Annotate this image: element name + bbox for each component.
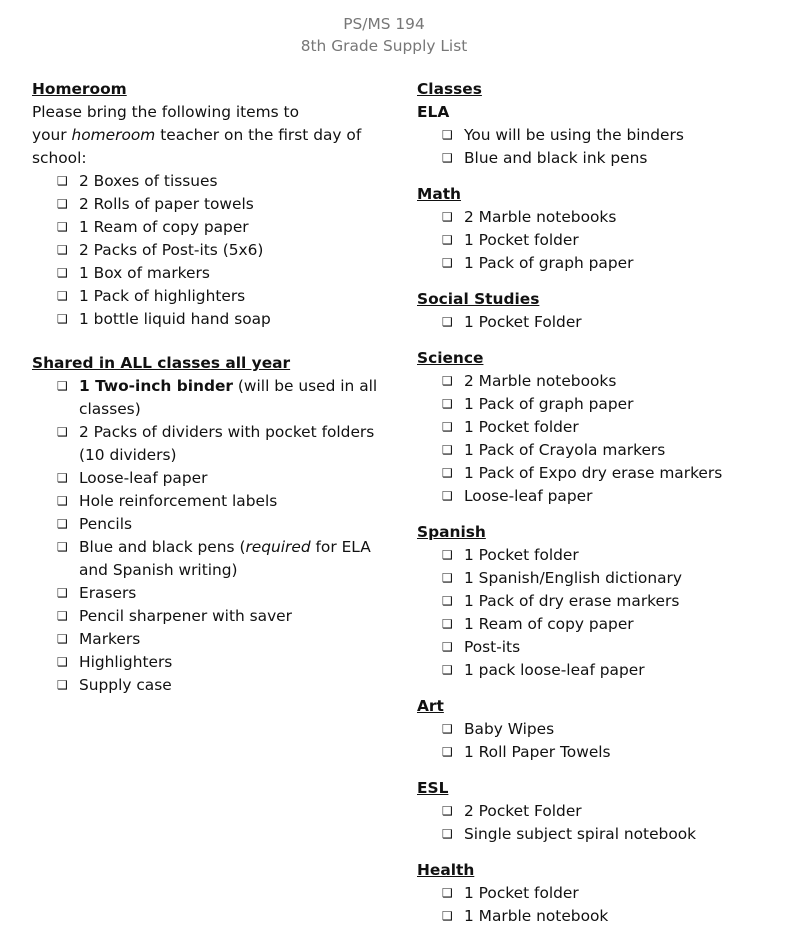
- checkbox-icon[interactable]: ❑: [442, 663, 453, 677]
- item-text: 1 Pocket folder: [464, 884, 579, 902]
- checklist-item: [442, 124, 777, 147]
- item-text: Loose-leaf paper: [464, 487, 593, 505]
- checklist-item: [442, 252, 777, 275]
- checklist-item: [442, 613, 777, 636]
- checkbox-icon[interactable]: ❑: [442, 827, 453, 841]
- checklist-item: [442, 311, 777, 334]
- item-text: 2 Packs of Post-its (5x6): [79, 241, 264, 259]
- item-text: 1 Ream of copy paper: [79, 218, 249, 236]
- checkbox-icon[interactable]: ❑: [57, 379, 68, 393]
- item-text: 1 pack loose-leaf paper: [464, 661, 645, 679]
- class-checklist: [417, 311, 777, 334]
- item-text: Supply case: [79, 676, 172, 694]
- class-heading: Math: [417, 185, 462, 203]
- class-section-science: [417, 347, 777, 508]
- checklist-item: [442, 741, 777, 764]
- class-heading: ESL: [417, 779, 449, 797]
- checklist-item: [57, 490, 392, 513]
- checkbox-icon[interactable]: ❑: [57, 494, 68, 508]
- checkbox-icon[interactable]: ❑: [442, 315, 453, 329]
- item-text: Highlighters: [79, 653, 173, 671]
- item-text: 1 Pocket folder: [464, 418, 579, 436]
- intro-text: your: [32, 126, 72, 144]
- checkbox-icon[interactable]: ❑: [57, 678, 68, 692]
- class-heading: Social Studies: [417, 290, 540, 308]
- school-name: PS/MS 194: [343, 15, 425, 33]
- class-checklist: [417, 800, 777, 846]
- item-text: 1 Pack of highlighters: [79, 287, 246, 305]
- item-text: Loose-leaf paper: [79, 469, 208, 487]
- item-text: 2 Packs of dividers with pocket folders (10 dividers): [79, 423, 375, 464]
- checkbox-icon[interactable]: ❑: [442, 374, 453, 388]
- item-text: 2 Marble notebooks: [464, 208, 617, 226]
- item-text: 1 Roll Paper Towels: [464, 743, 611, 761]
- item-text: Erasers: [79, 584, 137, 602]
- item-text: Baby Wipes: [464, 720, 555, 738]
- item-text: 1 Ream of copy paper: [464, 615, 634, 633]
- item-text: Pencil sharpener with saver: [79, 607, 292, 625]
- checklist-item: [57, 582, 392, 605]
- checklist-item: [57, 239, 392, 262]
- intro-emphasis: homeroom: [71, 126, 156, 144]
- item-text: 1 Box of markers: [79, 264, 210, 282]
- class-section-art: [417, 695, 777, 764]
- checklist-item: [442, 905, 777, 928]
- checkbox-icon[interactable]: ❑: [57, 586, 68, 600]
- checkbox-icon[interactable]: ❑: [442, 210, 453, 224]
- checkbox-icon[interactable]: ❑: [442, 443, 453, 457]
- checklist-item: [442, 229, 777, 252]
- item-text: Post-its: [464, 638, 521, 656]
- right-column: [417, 78, 777, 928]
- shared-checklist: [32, 421, 392, 536]
- checklist-item: [442, 567, 777, 590]
- item-text: 1 Pack of Crayola markers: [464, 441, 666, 459]
- item-text: 1 Pack of dry erase markers: [464, 592, 680, 610]
- class-heading: Science: [417, 349, 484, 367]
- classes-heading: Classes: [417, 80, 482, 98]
- checkbox-icon[interactable]: ❑: [442, 745, 453, 759]
- checklist-item: [442, 544, 777, 567]
- checkbox-icon[interactable]: ❑: [57, 243, 68, 257]
- class-checklist: [417, 882, 777, 928]
- item-text: 1 bottle liquid hand soap: [79, 310, 271, 328]
- class-section-health: [417, 859, 777, 928]
- item-text: (will be used in all classes): [79, 377, 378, 418]
- checklist-item: [57, 674, 392, 697]
- shared-checklist: [32, 582, 392, 697]
- page-title: 8th Grade Supply List: [300, 37, 468, 55]
- checklist-item: [442, 439, 777, 462]
- item-text: 2 Boxes of tissues: [79, 172, 218, 190]
- item-text: Pencils: [79, 515, 132, 533]
- item-text: Markers: [79, 630, 141, 648]
- class-section-ela: [417, 101, 777, 170]
- checklist-item: [57, 467, 392, 490]
- checkbox-icon[interactable]: ❑: [442, 909, 453, 923]
- checklist-item: [442, 636, 777, 659]
- checkbox-icon[interactable]: ❑: [57, 220, 68, 234]
- left-column: [32, 78, 392, 697]
- checkbox-icon[interactable]: ❑: [442, 594, 453, 608]
- item-emphasis: required: [245, 538, 311, 556]
- shared-checklist: [32, 536, 392, 582]
- document-header: [0, 13, 768, 57]
- shared-checklist: [32, 375, 392, 421]
- class-checklist: [417, 124, 777, 170]
- checkbox-icon[interactable]: ❑: [442, 151, 453, 165]
- checkbox-icon[interactable]: ❑: [57, 289, 68, 303]
- item-text: for ELA and Spanish writing): [79, 538, 371, 579]
- checklist-item: [442, 659, 777, 682]
- checkbox-icon[interactable]: ❑: [442, 233, 453, 247]
- checkbox-icon[interactable]: ❑: [442, 804, 453, 818]
- item-text: 1 Pack of graph paper: [464, 395, 634, 413]
- checkbox-icon[interactable]: ❑: [57, 312, 68, 326]
- class-heading: Health: [417, 861, 475, 879]
- class-heading: ELA: [417, 103, 450, 121]
- checkbox-icon[interactable]: ❑: [442, 886, 453, 900]
- checklist-item: [57, 421, 392, 467]
- checkbox-icon[interactable]: ❑: [442, 571, 453, 585]
- checklist-item: [442, 370, 777, 393]
- checkbox-icon[interactable]: ❑: [442, 466, 453, 480]
- class-section-spanish: [417, 521, 777, 682]
- item-text: 2 Rolls of paper towels: [79, 195, 254, 213]
- class-checklist: [417, 718, 777, 764]
- checkbox-icon[interactable]: ❑: [57, 266, 68, 280]
- checklist-item: [442, 206, 777, 229]
- item-text: 1 Pocket Folder: [464, 313, 582, 331]
- checklist-item: [442, 800, 777, 823]
- checklist-item: [57, 308, 392, 331]
- checkbox-icon[interactable]: ❑: [442, 256, 453, 270]
- checklist-item: [442, 147, 777, 170]
- checklist-item: [442, 590, 777, 613]
- class-sections: [417, 101, 777, 928]
- shared-heading: Shared in ALL classes all year: [32, 354, 291, 372]
- class-section-social-studies: [417, 288, 777, 334]
- checkbox-icon[interactable]: ❑: [57, 517, 68, 531]
- item-text: 1 Pack of graph paper: [464, 254, 634, 272]
- checklist-item: [57, 193, 392, 216]
- item-text: 2 Pocket Folder: [464, 802, 582, 820]
- item-text: You will be using the binders: [464, 126, 684, 144]
- checkbox-icon[interactable]: ❑: [57, 425, 68, 439]
- item-text: 1 Marble notebook: [464, 907, 609, 925]
- checklist-item: [442, 823, 777, 846]
- checklist-item: [57, 605, 392, 628]
- checkbox-icon[interactable]: ❑: [57, 197, 68, 211]
- checkbox-icon[interactable]: ❑: [442, 128, 453, 142]
- checklist-item: [57, 651, 392, 674]
- class-heading: Spanish: [417, 523, 486, 541]
- item-text: 1 Pocket folder: [464, 546, 579, 564]
- checkbox-icon[interactable]: ❑: [442, 420, 453, 434]
- checklist-item: [57, 375, 392, 421]
- homeroom-checklist: [32, 170, 392, 331]
- checkbox-icon[interactable]: ❑: [57, 609, 68, 623]
- item-text: 2 Marble notebooks: [464, 372, 617, 390]
- item-text: 1 Pack of Expo dry erase markers: [464, 464, 723, 482]
- checklist-item: [442, 393, 777, 416]
- checkbox-icon[interactable]: ❑: [442, 640, 453, 654]
- checkbox-icon[interactable]: ❑: [442, 397, 453, 411]
- checklist-item: [57, 170, 392, 193]
- checklist-item: [442, 718, 777, 741]
- checkbox-icon[interactable]: ❑: [442, 489, 453, 503]
- intro-text: teacher on the first day of: [155, 126, 362, 144]
- item-text: 1 Pocket folder: [464, 231, 579, 249]
- class-checklist: [417, 370, 777, 508]
- checkbox-icon[interactable]: ❑: [57, 540, 68, 554]
- homeroom-heading: Homeroom: [32, 80, 127, 98]
- class-checklist: [417, 544, 777, 682]
- item-bold: 1 Two-inch binder: [79, 377, 234, 395]
- item-text: 1 Spanish/English dictionary: [464, 569, 682, 587]
- class-checklist: [417, 206, 777, 275]
- checkbox-icon[interactable]: ❑: [442, 722, 453, 736]
- item-text: Blue and black pens (: [79, 538, 246, 556]
- checkbox-icon[interactable]: ❑: [442, 548, 453, 562]
- item-text: Hole reinforcement labels: [79, 492, 278, 510]
- intro-text: Please bring the following items to: [32, 103, 299, 121]
- class-section-math: [417, 183, 777, 275]
- checklist-item: [57, 262, 392, 285]
- class-heading: Art: [417, 697, 444, 715]
- checklist-item: [57, 285, 392, 308]
- checklist-item: [442, 485, 777, 508]
- checklist-item: [57, 536, 392, 582]
- intro-text: school:: [32, 149, 87, 167]
- checkbox-icon[interactable]: ❑: [57, 655, 68, 669]
- checklist-item: [442, 416, 777, 439]
- item-text: Single subject spiral notebook: [464, 825, 697, 843]
- checklist-item: [57, 628, 392, 651]
- checklist-item: [442, 882, 777, 905]
- checklist-item: [442, 462, 777, 485]
- homeroom-intro: [32, 101, 392, 170]
- checkbox-icon[interactable]: ❑: [57, 174, 68, 188]
- checkbox-icon[interactable]: ❑: [57, 471, 68, 485]
- checkbox-icon[interactable]: ❑: [442, 617, 453, 631]
- class-section-esl: [417, 777, 777, 846]
- checkbox-icon[interactable]: ❑: [57, 632, 68, 646]
- checklist-item: [57, 216, 392, 239]
- item-text: Blue and black ink pens: [464, 149, 648, 167]
- checklist-item: [57, 513, 392, 536]
